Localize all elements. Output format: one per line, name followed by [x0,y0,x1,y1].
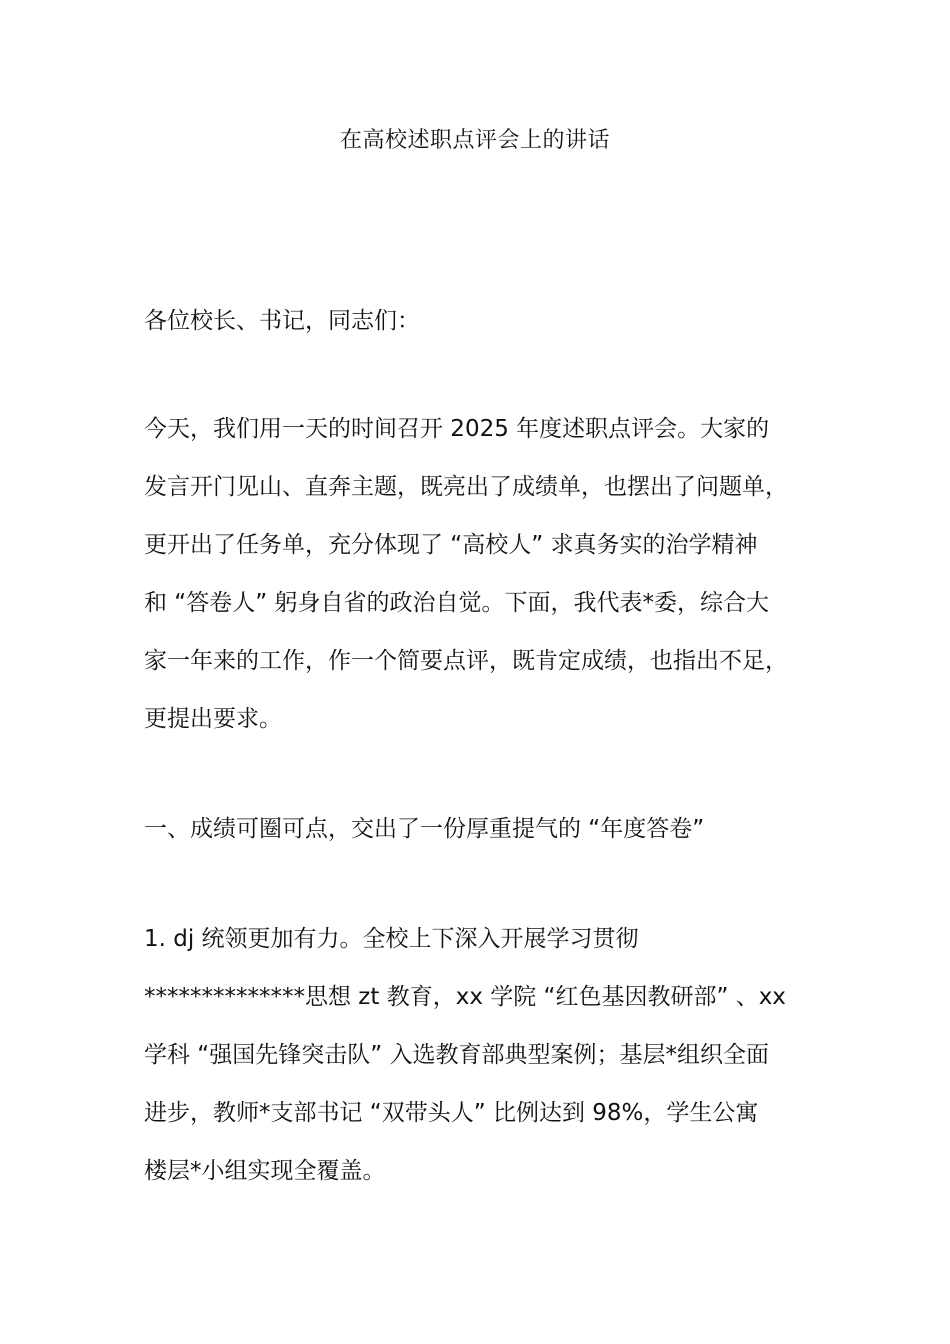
intro-line: 家一年来的工作，作一个简要点评，既肯定成绩，也指出不足， [144,648,788,674]
intro-line: 今天，我们用一天的时间召开 2025 年度述职点评会。大家的 [144,416,770,442]
intro-line: 和 “答卷人” 躬身自省的政治自觉。下面，我代表*委，综合大 [144,590,769,616]
intro-line: 更开出了任务单，充分体现了 “高校人” 求真务实的治学精神 [144,532,758,558]
document-title: 在高校述职点评会上的讲话 [339,128,610,153]
intro-line: 更提出要求。 [144,706,282,732]
section-heading-text: 一、成绩可圈可点，交出了一份厚重提气的 “年度答卷” [144,816,705,842]
intro-line: 发言开门见山、直奔主题，既亮出了成绩单，也摆出了问题单， [144,474,788,500]
item-line: 1. dj 统领更加有力。全校上下深入开展学习贯彻 [144,926,639,952]
item-line: 进步，教师*支部书记 “双带头人” 比例达到 98%，学生公寓 [144,1100,759,1126]
item-line: 学科 “强国先锋突击队” 入选教育部典型案例；基层*组织全面 [144,1042,769,1068]
salutation [144,292,816,350]
section-heading [144,800,816,858]
salutation-text: 各位校长、书记，同志们： [144,308,420,334]
item-line: 楼层*小组实现全覆盖。 [144,1158,386,1184]
item-line: **************思想 zt 教育，xx 学院 “红色基因教研部” 、xx [144,984,786,1010]
intro-paragraph [144,400,816,748]
item-paragraph [144,910,816,1200]
